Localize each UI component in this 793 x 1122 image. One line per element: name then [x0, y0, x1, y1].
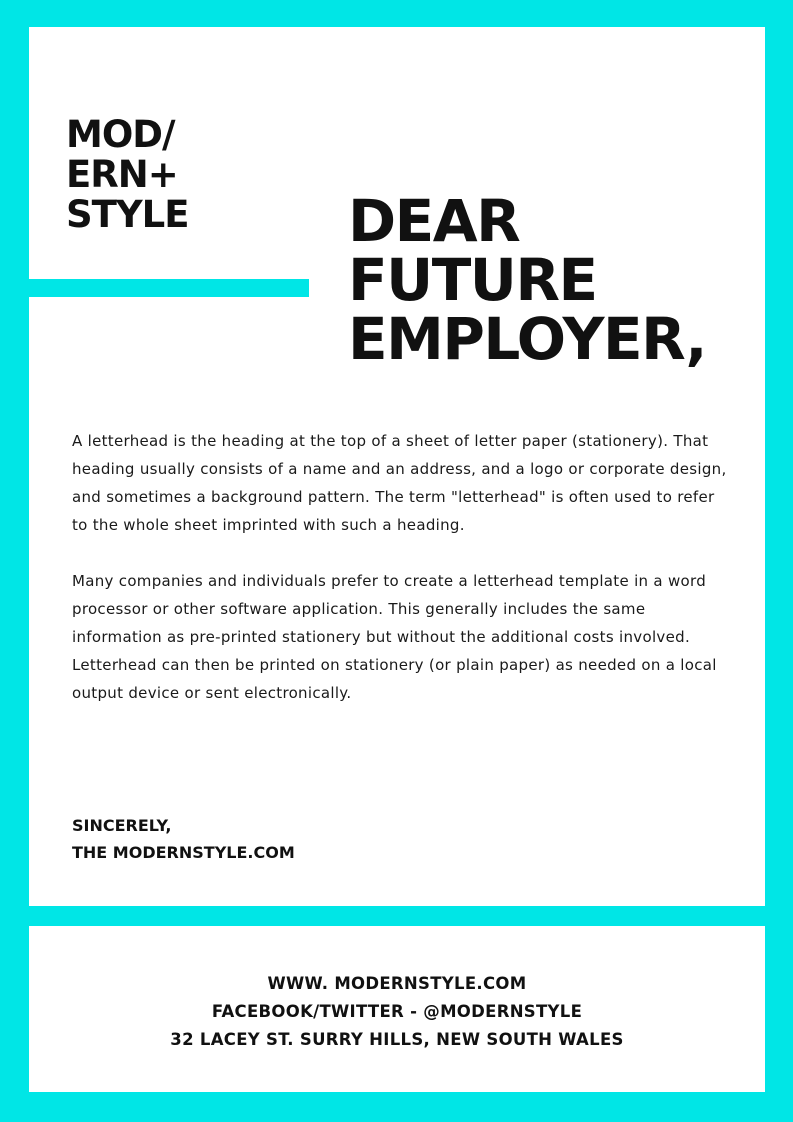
headline-line-2: FUTURE: [348, 246, 597, 314]
letter-headline: [348, 187, 706, 373]
footer-social: FACEBOOK/TWITTER - @MODERNSTYLE: [211, 1002, 583, 1021]
headline-line-3: EMPLOYER,: [348, 305, 706, 373]
signoff-closing: SINCERELY,: [72, 816, 172, 835]
logo-line-2: ERN+: [66, 153, 178, 196]
footer-website: WWW. MODERNSTYLE.COM: [267, 974, 527, 993]
signoff: [72, 812, 295, 866]
body-paragraph-1: A letterhead is the heading at the top of a sheet of letter paper (stationery). That heading usually consists of a name and an address, and a logo or corporate design, and sometimes a background pattern. The term "letterhead" is often used to refer to the whole sheet imprinted with such a heading.: [72, 432, 727, 534]
signoff-name: THE MODERNSTYLE.COM: [72, 843, 295, 862]
contact-info: [29, 970, 765, 1054]
footer-address: 32 LACEY ST. SURRY HILLS, NEW SOUTH WALES: [170, 1030, 624, 1049]
headline-line-1: DEAR: [348, 187, 520, 255]
logo-line-1: MOD/: [66, 113, 175, 156]
body-paragraph-2: Many companies and individuals prefer to create a letterhead template in a word processor or other software application. This generally includes the same information as pre-printed stationery but without the additional costs involved. Letterhead can then be printed on stationery (or plain paper) as needed on a local output device or sent electronically.: [72, 572, 717, 702]
logo-line-3: STYLE: [66, 193, 189, 236]
letter-body-text: [72, 427, 732, 735]
brand-logo: [66, 115, 189, 235]
accent-bar: [29, 279, 309, 297]
